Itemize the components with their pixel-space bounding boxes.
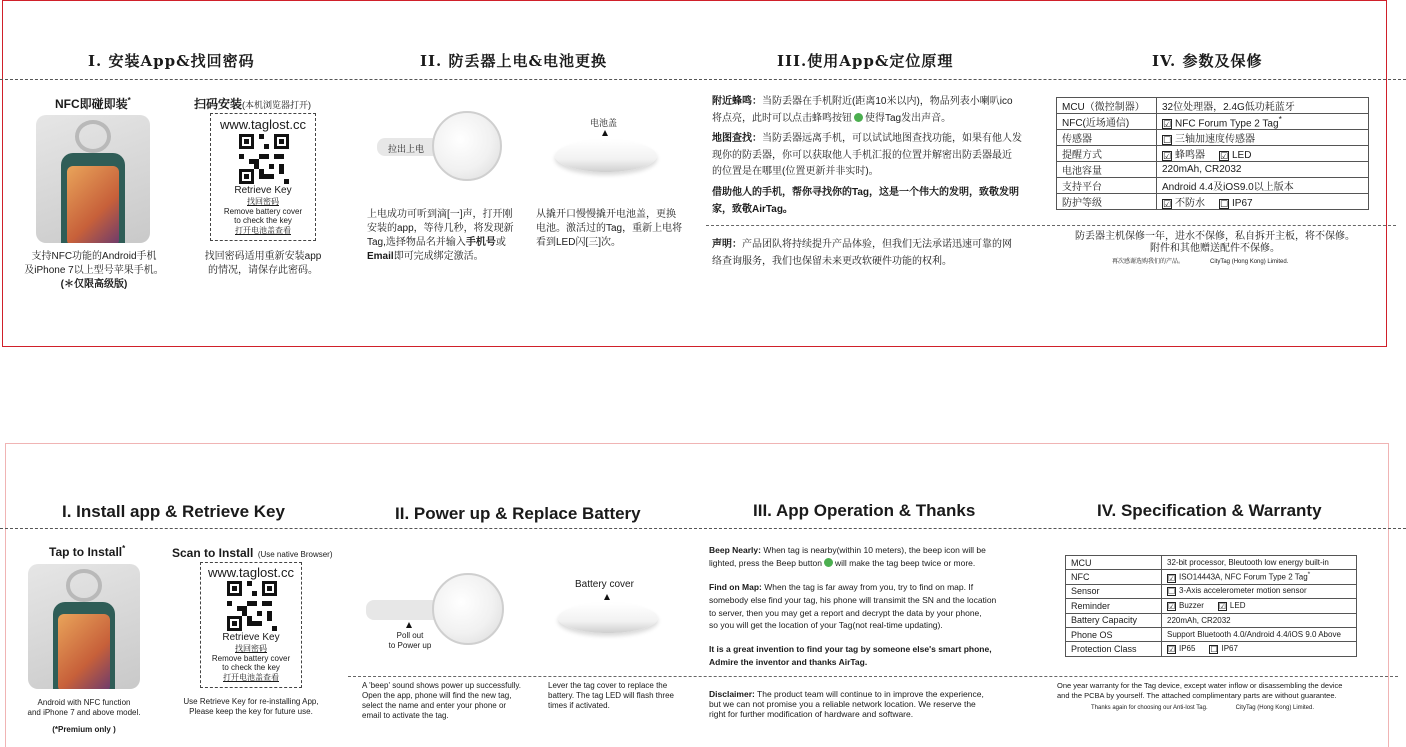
battery-replace-desc-en: Lever the tag cover to replace the battery. The tag LED will flash three times if activated.: [548, 681, 674, 710]
tag-device-image: [432, 573, 504, 645]
heading-spec-en: IV. Specification & Warranty: [1097, 501, 1322, 520]
beep-button-icon: [854, 113, 863, 122]
heading-install-cn: I. 安装App&找回密码: [88, 52, 255, 70]
phone-nfc-photo: [28, 564, 140, 689]
checkbox-icon: ☑: [1168, 645, 1176, 655]
pull-label-cn: 拉出上电: [388, 144, 425, 154]
table-row: 电池容量 220mAh, CR2032: [1057, 162, 1369, 178]
warranty-en: One year warranty for the Tag device, except water inflow or disassembling the device and the PCBA by yourself. The attached complimentary parts are without guarantee.: [1057, 681, 1343, 700]
power-desc-cn: 上电成功可听到滴[一]声，打开刚 安装的app，等待几秒，将发现新 Tag,选择物品名并输入手机号或 Email即可完成绑定激活。: [367, 209, 514, 262]
nfc-desc-cn: 支持NFC功能的Android手机 及iPhone 7以上型号苹果手机。 (＊仅限高级版): [24, 251, 164, 290]
checkbox-icon: ☐: [1168, 587, 1176, 597]
spec-table-en: [1065, 555, 1357, 657]
disclaimer-en: Disclaimer: The product team will continue to in improve the experience, but we can not promise you a reliable network location. We reserve the right for further modification of hardware and software.: [709, 689, 984, 719]
usage-thanks-en: It is a great invention to find your tag by someone else's smart phone, Admire the inventor and thanks AirTag.: [709, 644, 992, 667]
qr-code-icon: [239, 134, 289, 184]
checkbox-icon: ☑: [1220, 151, 1229, 162]
nfc-title-en: Tap to Install*: [49, 544, 126, 559]
arrow-up-icon: [602, 130, 608, 136]
phone-nfc-photo: [36, 115, 150, 243]
battery-replace-desc-cn: 从撬开口慢慢撬开电池盖，更换 电池。激活过的Tag，重新上电将 看到LED闪[三]次。: [536, 209, 683, 248]
table-row: 提醒方式 ☑ 蜂鸣器 ☑ LED: [1057, 146, 1369, 162]
table-row: MCU 32-bit processor, Bleutooth low energy built-in: [1066, 556, 1357, 570]
heading-usage-cn: III.使用App&定位原理: [777, 52, 954, 70]
usage-beep-cn: 附近蜂鸣：当防丢器在手机附近(距离10米以内)，物品列表小喇叭ico 将点亮，此时可以点击蜂鸣按钮 使得Tag发出声音。: [712, 96, 1013, 124]
table-row: Protection Class ☑ IP65 ☐ IP67: [1066, 642, 1357, 656]
thanks-note-cn: 再次感谢选购我们的产品。 CityTag (Hong Kong) Limited.: [1112, 259, 1289, 265]
heading-usage-en: III. App Operation & Thanks: [753, 501, 976, 520]
section-divider: [0, 79, 1406, 80]
checkbox-icon: ☐: [1220, 199, 1229, 210]
battery-cover-image: [555, 140, 657, 172]
checkbox-icon: ☑: [1163, 199, 1172, 210]
section-divider: [0, 528, 1406, 529]
scan-desc-cn: 找回密码适用重新安装app 的情况，请保存此密码。: [204, 251, 322, 276]
qr-url-en: www.taglost.cc: [208, 565, 294, 580]
battery-cover-image: [558, 603, 658, 633]
section-divider: [706, 225, 1396, 226]
checkbox-icon: ☑: [1168, 601, 1176, 611]
usage-beep-en: Beep Nearly: When tag is nearby(within 10 meters), the beep icon will be lighted, press the Beep button will make the tag beep twice or more.: [709, 545, 986, 568]
checkbox-icon: ☐: [1210, 645, 1218, 655]
battery-cover-label-cn: 电池盖: [590, 118, 618, 128]
table-row: Battery Capacity 220mAh, CR2032: [1066, 613, 1357, 627]
heading-power-cn: II. 防丢器上电&电池更换: [420, 52, 608, 70]
section-divider: [348, 676, 1398, 677]
checkbox-icon: ☐: [1163, 135, 1172, 146]
arrow-up-icon: [406, 622, 412, 628]
table-row: Phone OS Support Bluetooth 4.0/Android 4.4/iOS 9.0 Above: [1066, 627, 1357, 641]
power-desc-en: A 'beep' sound shows power up successfully. Open the app, phone will find the new tag, select the name and enter your phone or email to activate the tag.: [362, 681, 521, 720]
warranty-cn: 防丢器主机保修一年，进水不保修，私自拆开主板，将不保修。 附件和其他赠送配件不保修。: [1075, 231, 1355, 254]
usage-map-cn: 地图查找：当防丢器远离手机，可以试试地图查找功能，如果有他人发 现你的防丢器，你可以获取他人手机汇报的位置并解密出防丢器最近 的位置是在哪里(位置更新并非实时)。: [712, 133, 1022, 177]
qr-url-cn: www.taglost.cc: [220, 117, 306, 132]
table-row: Sensor ☐ 3-Axis accelerometer motion sensor: [1066, 584, 1357, 598]
scan-title-en: Scan to Install (Use native Browser): [172, 546, 333, 560]
checkbox-icon: ☑: [1218, 601, 1227, 611]
qr-code-card-en: [200, 562, 302, 688]
scan-title-cn: 扫码安装(本机浏览器打开): [194, 97, 312, 111]
disclaimer-cn: 声明：产品团队将持续提升产品体验，但我们无法承诺迅速可靠的网 络查询服务，我们也保留未来更改软硬件功能的权利。: [712, 239, 1012, 267]
qr-code-card-cn: [210, 113, 316, 241]
pull-label-en: Poll out to Power up: [388, 631, 432, 650]
table-row: 传感器 ☐ 三轴加速度传感器: [1057, 130, 1369, 146]
qr-caption-en: Retrieve Key 找回密码 Remove battery cover to check the key 打开电池盖查看: [211, 632, 291, 682]
qr-caption-cn: Retrieve Key 找回密码 Remove battery cover to check the key 打开电池盖查看: [223, 185, 303, 235]
table-row: Reminder ☑ Buzzer ☑ LED: [1066, 599, 1357, 613]
beep-button-icon: [824, 558, 833, 567]
checkbox-icon: ☑: [1163, 119, 1172, 130]
spec-table-cn: [1056, 97, 1369, 210]
usage-thanks-cn: 借助他人的手机，帮你寻找你的Tag，这是一个伟大的发明，致敬发明 家，致敬AirTag。: [712, 187, 1020, 215]
tag-device-image: [432, 111, 502, 181]
arrow-up-icon: [604, 594, 610, 600]
checkbox-icon: ☑: [1163, 151, 1172, 162]
checkbox-icon: ☑: [1168, 573, 1176, 583]
table-row: 防护等级 ☑ 不防水 ☐ IP67: [1057, 194, 1369, 210]
nfc-desc-en: Android with NFC function and iPhone 7 and above model. (*Premium only ): [27, 698, 141, 734]
usage-map-en: Find on Map: When the tag is far away from you, try to find on map. If somebody else find your tag, his phone will transimit the SN and the location to server, then you may get a report and decrypt the data by your phone, so you will get the location of your Tag(not real-time updating).: [709, 582, 997, 631]
table-row: NFC ☑ ISO14443A, NFC Forum Type 2 Tag*: [1066, 570, 1357, 584]
table-row: 支持平台 Android 4.4及iOS9.0以上版本: [1057, 178, 1369, 194]
battery-cover-label-en: Battery cover: [575, 579, 634, 590]
heading-install-en: I. Install app & Retrieve Key: [62, 502, 285, 521]
table-row: NFC(近场通信) ☑ NFC Forum Type 2 Tag*: [1057, 114, 1369, 130]
heading-spec-cn: IV. 参数及保修: [1152, 52, 1263, 70]
qr-code-icon: [227, 581, 277, 631]
nfc-title-cn: NFC即碰即装*: [55, 96, 131, 111]
heading-power-en: II. Power up & Replace Battery: [395, 504, 641, 523]
thanks-note-en: Thanks again for choosing our Anti-lost Tag. CityTag (Hong Kong) Limited.: [1091, 705, 1314, 711]
table-row: MCU（微控制器） 32位处理器，2.4G低功耗蓝牙: [1057, 98, 1369, 114]
scan-desc-en: Use Retrieve Key for re-installing App, Please keep the key for future use.: [183, 697, 319, 716]
